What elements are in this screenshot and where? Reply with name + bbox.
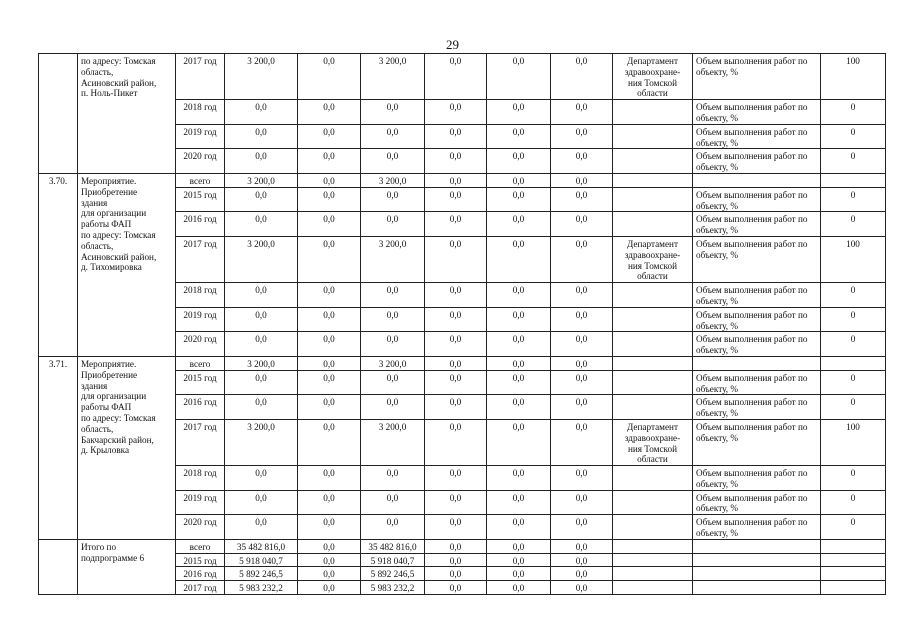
amount-cell: 0,0 xyxy=(487,149,551,174)
amount-cell: 0,0 xyxy=(298,283,361,308)
amount-cell: 3 200,0 xyxy=(361,236,425,282)
indicator-cell: Объем выполнения работ по объекту, % xyxy=(693,395,821,420)
target-value-cell: 0 xyxy=(821,149,886,174)
amount-cell: 0,0 xyxy=(298,173,361,187)
amount-cell: 0,0 xyxy=(551,356,613,370)
department-cell xyxy=(613,539,693,553)
department-cell xyxy=(613,149,693,174)
amount-cell: 0,0 xyxy=(551,283,613,308)
item-title: Мероприятие. Приобретение здания для организации работы ФАП по адресу: Томская область, Бакчарский район, д. Крыловка xyxy=(78,356,176,539)
amount-cell: 0,0 xyxy=(298,419,361,465)
amount-cell: 0,0 xyxy=(225,187,298,212)
amount-cell: 0,0 xyxy=(487,332,551,357)
amount-cell: 0,0 xyxy=(487,173,551,187)
amount-cell: 0,0 xyxy=(298,466,361,491)
amount-cell: 0,0 xyxy=(361,187,425,212)
amount-cell: 0,0 xyxy=(361,100,425,125)
period-cell: 2018 год xyxy=(176,100,225,125)
department-cell xyxy=(613,332,693,357)
indicator-cell: Объем выполнения работ по объекту, % xyxy=(693,419,821,465)
indicator-cell xyxy=(693,553,821,567)
department-cell xyxy=(613,100,693,125)
period-cell: 2017 год xyxy=(176,236,225,282)
amount-cell: 0,0 xyxy=(225,490,298,515)
amount-cell: 3 200,0 xyxy=(225,173,298,187)
table-body xyxy=(39,54,886,595)
period-cell: 2019 год xyxy=(176,307,225,332)
target-value-cell: 0 xyxy=(821,187,886,212)
amount-cell: 0,0 xyxy=(425,173,487,187)
amount-cell: 0,0 xyxy=(298,332,361,357)
period-cell: 2015 год xyxy=(176,187,225,212)
period-cell: 2020 год xyxy=(176,332,225,357)
amount-cell: 0,0 xyxy=(225,370,298,395)
amount-cell: 0,0 xyxy=(551,149,613,174)
amount-cell: 0,0 xyxy=(425,100,487,125)
amount-cell: 0,0 xyxy=(551,100,613,125)
target-value-cell: 100 xyxy=(821,419,886,465)
target-value-cell: 0 xyxy=(821,395,886,420)
amount-cell: 0,0 xyxy=(487,539,551,553)
amount-cell: 0,0 xyxy=(298,356,361,370)
amount-cell: 5 983 232,2 xyxy=(361,581,425,595)
amount-cell: 0,0 xyxy=(487,419,551,465)
target-value-cell: 0 xyxy=(821,100,886,125)
item-title: Мероприятие. Приобретение здания для организации работы ФАП по адресу: Томская область, Асиновский район, д. Тихомировка xyxy=(78,173,176,356)
department-cell xyxy=(613,395,693,420)
amount-cell: 0,0 xyxy=(298,370,361,395)
amount-cell: 0,0 xyxy=(425,212,487,237)
department-cell xyxy=(613,370,693,395)
amount-cell: 0,0 xyxy=(298,581,361,595)
department-cell xyxy=(613,187,693,212)
amount-cell: 0,0 xyxy=(298,539,361,553)
indicator-cell: Объем выполнения работ по объекту, % xyxy=(693,283,821,308)
target-value-cell: 100 xyxy=(821,54,886,100)
period-cell: всего xyxy=(176,356,225,370)
amount-cell: 35 482 816,0 xyxy=(225,539,298,553)
amount-cell: 0,0 xyxy=(551,419,613,465)
amount-cell: 35 482 816,0 xyxy=(361,539,425,553)
amount-cell: 0,0 xyxy=(551,173,613,187)
amount-cell: 0,0 xyxy=(551,581,613,595)
amount-cell: 0,0 xyxy=(225,332,298,357)
item-number: 3.70. xyxy=(39,173,78,356)
amount-cell: 0,0 xyxy=(361,515,425,540)
period-cell: 2019 год xyxy=(176,490,225,515)
target-value-cell: 0 xyxy=(821,466,886,491)
indicator-cell: Объем выполнения работ по объекту, % xyxy=(693,466,821,491)
indicator-cell: Объем выполнения работ по объекту, % xyxy=(693,54,821,100)
indicator-cell xyxy=(693,539,821,553)
period-cell: 2018 год xyxy=(176,466,225,491)
period-cell: 2020 год xyxy=(176,515,225,540)
amount-cell: 0,0 xyxy=(298,124,361,149)
page-number: 29 xyxy=(446,37,459,52)
amount-cell: 0,0 xyxy=(551,466,613,491)
amount-cell: 5 918 040,7 xyxy=(361,553,425,567)
amount-cell: 0,0 xyxy=(551,54,613,100)
indicator-cell: Объем выполнения работ по объекту, % xyxy=(693,370,821,395)
amount-cell: 0,0 xyxy=(487,100,551,125)
department-cell: Департамент здравоохране- ния Томской области xyxy=(613,236,693,282)
period-cell: 2017 год xyxy=(176,54,225,100)
target-value-cell: 0 xyxy=(821,307,886,332)
amount-cell: 0,0 xyxy=(225,466,298,491)
amount-cell: 0,0 xyxy=(361,466,425,491)
indicator-cell: Объем выполнения работ по объекту, % xyxy=(693,187,821,212)
amount-cell: 0,0 xyxy=(487,187,551,212)
item-title: Итого по подпрограмме 6 xyxy=(78,539,176,594)
amount-cell: 0,0 xyxy=(487,490,551,515)
department-cell xyxy=(613,581,693,595)
amount-cell: 3 200,0 xyxy=(225,236,298,282)
amount-cell: 3 200,0 xyxy=(361,356,425,370)
amount-cell: 0,0 xyxy=(425,515,487,540)
amount-cell: 0,0 xyxy=(425,124,487,149)
amount-cell: 0,0 xyxy=(425,395,487,420)
amount-cell: 0,0 xyxy=(425,419,487,465)
amount-cell: 0,0 xyxy=(298,212,361,237)
amount-cell: 0,0 xyxy=(298,515,361,540)
amount-cell: 0,0 xyxy=(225,149,298,174)
indicator-cell: Объем выполнения работ по объекту, % xyxy=(693,307,821,332)
amount-cell: 3 200,0 xyxy=(361,54,425,100)
amount-cell: 0,0 xyxy=(425,236,487,282)
amount-cell: 0,0 xyxy=(487,395,551,420)
target-value-cell: 0 xyxy=(821,283,886,308)
amount-cell: 0,0 xyxy=(487,212,551,237)
period-cell: 2020 год xyxy=(176,149,225,174)
item-number xyxy=(39,539,78,594)
department-cell: Департамент здравоохране- ния Томской области xyxy=(613,419,693,465)
amount-cell: 0,0 xyxy=(361,395,425,420)
period-cell: 2017 год xyxy=(176,419,225,465)
amount-cell: 0,0 xyxy=(487,54,551,100)
indicator-cell: Объем выполнения работ по объекту, % xyxy=(693,212,821,237)
amount-cell: 0,0 xyxy=(551,332,613,357)
indicator-cell: Объем выполнения работ по объекту, % xyxy=(693,236,821,282)
item-number xyxy=(39,54,78,174)
amount-cell: 0,0 xyxy=(425,567,487,581)
amount-cell: 0,0 xyxy=(298,553,361,567)
amount-cell: 0,0 xyxy=(361,332,425,357)
amount-cell: 0,0 xyxy=(361,124,425,149)
amount-cell: 0,0 xyxy=(425,187,487,212)
department-cell xyxy=(613,283,693,308)
amount-cell: 3 200,0 xyxy=(361,419,425,465)
amount-cell: 3 200,0 xyxy=(225,356,298,370)
indicator-cell: Объем выполнения работ по объекту, % xyxy=(693,490,821,515)
amount-cell: 0,0 xyxy=(298,100,361,125)
target-value-cell xyxy=(821,567,886,581)
indicator-cell: Объем выполнения работ по объекту, % xyxy=(693,515,821,540)
department-cell xyxy=(613,466,693,491)
department-cell xyxy=(613,567,693,581)
amount-cell: 0,0 xyxy=(487,124,551,149)
indicator-cell xyxy=(693,356,821,370)
program-table xyxy=(38,53,886,595)
amount-cell: 3 200,0 xyxy=(225,54,298,100)
amount-cell: 0,0 xyxy=(551,236,613,282)
department-cell xyxy=(613,307,693,332)
amount-cell: 0,0 xyxy=(298,236,361,282)
amount-cell: 0,0 xyxy=(298,490,361,515)
amount-cell: 5 892 246,5 xyxy=(361,567,425,581)
department-cell xyxy=(613,553,693,567)
amount-cell: 0,0 xyxy=(225,395,298,420)
amount-cell: 0,0 xyxy=(298,54,361,100)
amount-cell: 0,0 xyxy=(425,539,487,553)
item-number: 3.71. xyxy=(39,356,78,539)
indicator-cell xyxy=(693,567,821,581)
amount-cell: 0,0 xyxy=(551,187,613,212)
amount-cell: 0,0 xyxy=(551,567,613,581)
amount-cell: 0,0 xyxy=(551,553,613,567)
amount-cell: 0,0 xyxy=(425,356,487,370)
period-cell: 2016 год xyxy=(176,212,225,237)
amount-cell: 0,0 xyxy=(487,283,551,308)
period-cell: 2016 год xyxy=(176,395,225,420)
department-cell xyxy=(613,490,693,515)
indicator-cell xyxy=(693,173,821,187)
amount-cell: 0,0 xyxy=(425,332,487,357)
amount-cell: 0,0 xyxy=(551,395,613,420)
amount-cell: 3 200,0 xyxy=(361,173,425,187)
period-cell: всего xyxy=(176,173,225,187)
amount-cell: 0,0 xyxy=(225,100,298,125)
amount-cell: 0,0 xyxy=(551,212,613,237)
amount-cell: 0,0 xyxy=(298,149,361,174)
amount-cell: 0,0 xyxy=(551,370,613,395)
amount-cell: 0,0 xyxy=(487,581,551,595)
indicator-cell: Объем выполнения работ по объекту, % xyxy=(693,124,821,149)
amount-cell: 0,0 xyxy=(487,370,551,395)
amount-cell: 5 983 232,2 xyxy=(225,581,298,595)
amount-cell: 0,0 xyxy=(551,515,613,540)
amount-cell: 0,0 xyxy=(425,581,487,595)
period-cell: всего xyxy=(176,539,225,553)
amount-cell: 0,0 xyxy=(361,283,425,308)
amount-cell: 0,0 xyxy=(487,567,551,581)
amount-cell: 0,0 xyxy=(551,490,613,515)
amount-cell: 0,0 xyxy=(425,283,487,308)
amount-cell: 3 200,0 xyxy=(225,419,298,465)
item-title: по адресу: Томская область, Асиновский район, п. Ноль-Пикет xyxy=(78,54,176,174)
period-cell: 2016 год xyxy=(176,567,225,581)
amount-cell: 0,0 xyxy=(298,307,361,332)
amount-cell: 0,0 xyxy=(361,149,425,174)
department-cell: Департамент здравоохране- ния Томской области xyxy=(613,54,693,100)
amount-cell: 0,0 xyxy=(298,395,361,420)
amount-cell: 0,0 xyxy=(425,553,487,567)
department-cell xyxy=(613,173,693,187)
amount-cell: 0,0 xyxy=(225,212,298,237)
target-value-cell xyxy=(821,356,886,370)
indicator-cell xyxy=(693,581,821,595)
table-row xyxy=(39,539,886,553)
amount-cell: 0,0 xyxy=(425,149,487,174)
amount-cell: 0,0 xyxy=(551,539,613,553)
target-value-cell: 0 xyxy=(821,370,886,395)
table-row xyxy=(39,356,886,370)
table-row xyxy=(39,54,886,100)
amount-cell: 0,0 xyxy=(487,515,551,540)
department-cell xyxy=(613,212,693,237)
target-value-cell: 0 xyxy=(821,332,886,357)
amount-cell: 0,0 xyxy=(225,307,298,332)
target-value-cell xyxy=(821,173,886,187)
amount-cell: 0,0 xyxy=(487,553,551,567)
indicator-cell: Объем выполнения работ по объекту, % xyxy=(693,149,821,174)
target-value-cell xyxy=(821,581,886,595)
amount-cell: 0,0 xyxy=(425,370,487,395)
period-cell: 2018 год xyxy=(176,283,225,308)
department-cell xyxy=(613,515,693,540)
amount-cell: 0,0 xyxy=(487,307,551,332)
period-cell: 2015 год xyxy=(176,370,225,395)
table-row xyxy=(39,173,886,187)
amount-cell: 0,0 xyxy=(487,356,551,370)
period-cell: 2015 год xyxy=(176,553,225,567)
amount-cell: 0,0 xyxy=(425,490,487,515)
department-cell xyxy=(613,124,693,149)
amount-cell: 0,0 xyxy=(361,307,425,332)
amount-cell: 0,0 xyxy=(425,307,487,332)
target-value-cell: 0 xyxy=(821,212,886,237)
amount-cell: 0,0 xyxy=(298,187,361,212)
amount-cell: 0,0 xyxy=(225,515,298,540)
amount-cell: 0,0 xyxy=(487,236,551,282)
amount-cell: 0,0 xyxy=(425,466,487,491)
period-cell: 2019 год xyxy=(176,124,225,149)
target-value-cell: 100 xyxy=(821,236,886,282)
amount-cell: 0,0 xyxy=(425,54,487,100)
amount-cell: 5 918 040,7 xyxy=(225,553,298,567)
period-cell: 2017 год xyxy=(176,581,225,595)
target-value-cell xyxy=(821,539,886,553)
amount-cell: 0,0 xyxy=(551,307,613,332)
amount-cell: 0,0 xyxy=(225,283,298,308)
amount-cell: 0,0 xyxy=(551,124,613,149)
amount-cell: 0,0 xyxy=(225,124,298,149)
indicator-cell: Объем выполнения работ по объекту, % xyxy=(693,332,821,357)
target-value-cell: 0 xyxy=(821,515,886,540)
indicator-cell: Объем выполнения работ по объекту, % xyxy=(693,100,821,125)
amount-cell: 0,0 xyxy=(361,212,425,237)
amount-cell: 5 892 246,5 xyxy=(225,567,298,581)
target-value-cell: 0 xyxy=(821,124,886,149)
department-cell xyxy=(613,356,693,370)
amount-cell: 0,0 xyxy=(487,466,551,491)
amount-cell: 0,0 xyxy=(361,370,425,395)
amount-cell: 0,0 xyxy=(361,490,425,515)
target-value-cell xyxy=(821,553,886,567)
target-value-cell: 0 xyxy=(821,490,886,515)
amount-cell: 0,0 xyxy=(298,567,361,581)
